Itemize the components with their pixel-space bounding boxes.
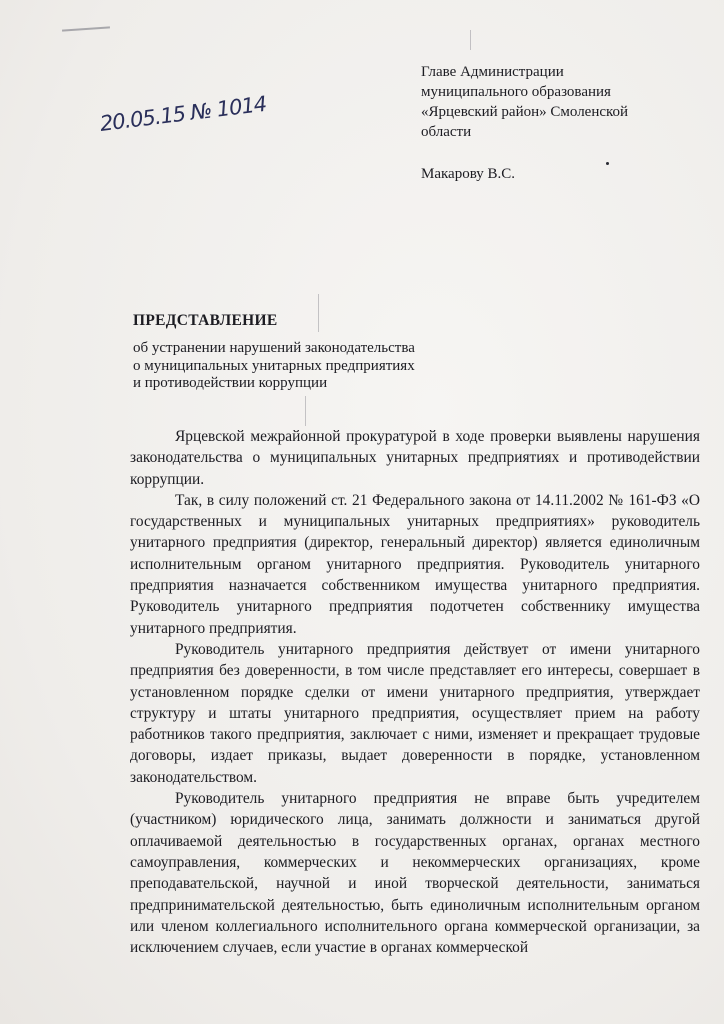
- body-paragraph: Руководитель унитарного предприятия действует от имени унитарного предприятия без доверенности, в том числе представляет его интересы, совершает в установленном порядке сделки от имени унитарного предприятия, утверждает структуру и штаты унитарного предприятия, осуществляет прием на работу работников такого предприятия, заключает с ними, изменяет и прекращает трудовые договоры, издает приказы, выдает доверенности в порядке, установленном законодательством.: [130, 640, 700, 786]
- document-subject: [133, 340, 473, 393]
- subject-line: и противодействии коррупции: [133, 375, 328, 391]
- body-paragraph: Ярцевской межрайонной прокуратурой в ходе проверки выявлены нарушения законодательства о муниципальных унитарных предприятиях и противодействии коррупции.: [130, 428, 700, 488]
- handwritten-registration-stamp: 20.05.15 № 1014: [98, 91, 268, 136]
- subject-line: о муниципальных унитарных предприятиях: [133, 357, 415, 374]
- scan-artifact-mark: [62, 26, 110, 31]
- addressee-name: Макарову В.С.: [421, 166, 516, 182]
- scan-speck: [606, 162, 609, 165]
- body-paragraph: Так, в силу положений ст. 21 Федерального закона от 14.11.2002 № 161-ФЗ «О государственных и муниципальных унитарных предприятиях» руководитель унитарного предприятия (директор, генеральный директор) является единоличным исполнительным органом унитарного предприятия. Руководитель унитарного предприятия назначается собственником имущества унитарного предприятия. Руководитель унитарного предприятия подотчетен собственнику имущества унитарного предприятия.: [130, 491, 700, 637]
- scan-fold-line: [470, 30, 471, 50]
- scan-fold-line: [305, 396, 306, 426]
- scan-fold-line: [318, 294, 319, 332]
- addressee-line: Главе Администрации: [421, 64, 564, 80]
- subject-line: об устранении нарушений законодательства: [133, 340, 415, 356]
- document-body: [130, 426, 700, 958]
- document-type-heading: ПРЕДСТАВЛЕНИЕ: [133, 312, 278, 329]
- addressee-block: [421, 62, 701, 184]
- body-paragraph: Руководитель унитарного предприятия не вправе быть учредителем (участником) юридического лица, занимать должности и заниматься другой оплачиваемой деятельностью в государственных органах, органах местного самоуправления, коммерческих и некоммерческих организациях, кроме преподавательской, научной и иной творческой деятельности, заниматься предпринимательской деятельностью, быть единоличным исполнительным органом или членом коллегиального исполнительного органа коммерческой организации, за исключением случаев, если участие в органах коммерческой: [130, 790, 700, 957]
- addressee-line: «Ярцевский район» Смоленской: [421, 104, 629, 120]
- addressee-line: муниципального образования: [421, 84, 611, 100]
- addressee-line: области: [421, 124, 472, 140]
